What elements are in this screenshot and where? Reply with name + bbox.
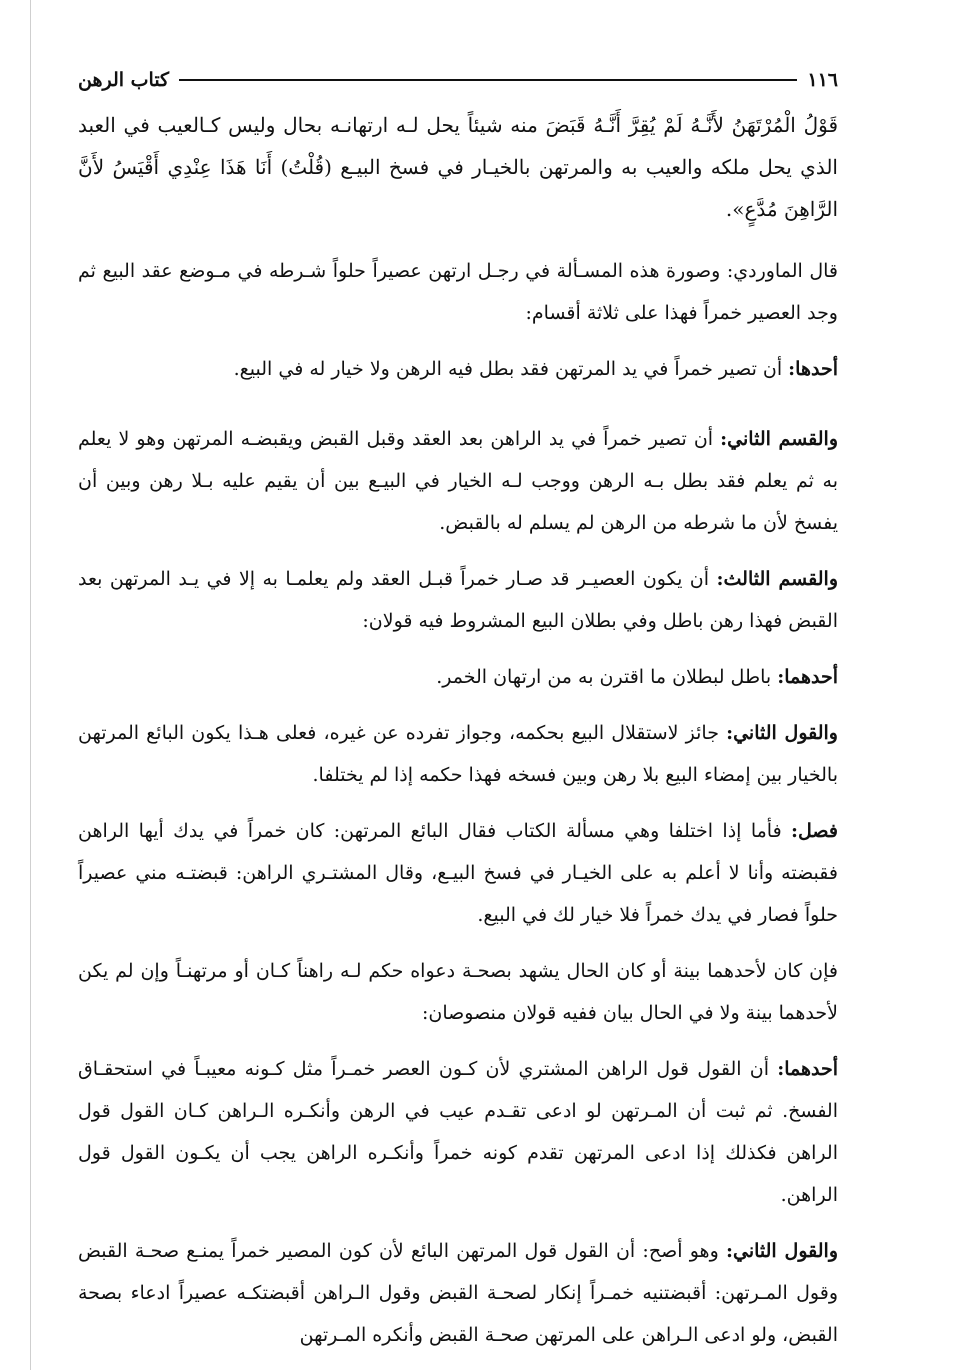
paragraph-lead: أحدهما: <box>777 1058 838 1080</box>
paragraph-lead: فصل: <box>791 820 838 842</box>
spacer <box>78 404 838 418</box>
text-body <box>78 104 838 1356</box>
paragraph-first-opinion <box>78 656 838 698</box>
paragraph-first-case <box>78 348 838 390</box>
paragraph-text: قَوْلُ الْمُرْتَهَنُ لأَنَّـهُ لَمْ يُقِرَّ أَنَّـهُ قَبَضَ منه شيئاً يحل لـه ارتهانـه بحال وليس كـالعيب في العبد الذي يحل ملكه والعيب به والمرتهن بالخيـار في فسخ البيـع (قُلْتُ) أَنَا هَذَا عِنْدِي أَقْيَسُ لأَنَّ الرَّاهِنَ مُدَّعٍ». <box>78 113 838 221</box>
paragraph-evidence <box>78 950 838 1034</box>
paragraph-text: جائز لاستقلال البيع بحكمه، وجواز تفرده عن غيره، فعلى هـذا يكون البائع المرتهن بالخيار بين إمضاء البيع بلا رهن وبين فسخه فهذا حكمه إذا لم يختلفا. <box>78 722 838 786</box>
paragraph-lead: أحدهما: <box>777 666 838 688</box>
paragraph-lead: والقسم الثاني: <box>720 428 838 450</box>
paragraph-text: أن تصير خمراً في يد المرتهن فقد بطل فيه الرهن ولا خيار له في البيع. <box>233 358 789 380</box>
paragraph-lead: والقول الثاني: <box>725 1240 838 1262</box>
paragraph-mawardi <box>78 250 838 334</box>
paragraph-text: فأما إذا اختلفا وهي مسألة الكتاب فقال البائع المرتهن: كان خمراً في يدك أيها الراهن فقبضته وأنا لا أعلم به على الخيـار في فسخ البيـع، وقال المشتـري الراهن: قبضتـه مني عصيراً حلواً فصار في يدك خمراً فلا خيار لك في البيع. <box>78 820 838 926</box>
paragraph-quoted-text <box>78 104 838 230</box>
paragraph-section <box>78 810 838 936</box>
paragraph-lead: والقول الثاني: <box>726 722 838 744</box>
paragraph-text: أن يكون العصيـر قد صـار خمراً قبـل العقد ولم يعلمـا به إلا في يـد المرتهن بعد القبض فهذا رهن باطل وفي بطلان البيع المشروط فيه قولان: <box>78 568 838 632</box>
paragraph-lead: والقسم الثالث: <box>716 568 838 590</box>
paragraph-second-case <box>78 418 838 544</box>
header-rule <box>179 79 797 81</box>
paragraph-text: فإن كان لأحدهما بينة أو كان الحال يشهد بصحـة دعواه حكم لـه راهناً كـان أو مرتهنـاً وإن لم يكن لأحدهما بينة ولا في الحال بيان ففيه قولان منصوصان: <box>78 960 838 1024</box>
page-number: ١١٦ <box>807 69 838 91</box>
paragraph-lead: أحدها: <box>788 358 838 380</box>
running-header <box>78 62 838 98</box>
paragraph-second-stated-opinion <box>78 1230 838 1356</box>
paragraph-second-opinion <box>78 712 838 796</box>
paragraph-text: باطل لبطلان ما اقترن به من ارتهان الخمر. <box>436 666 778 688</box>
paragraph-text: قال الماوردي: وصورة هذه المسـألة في رجـل ارتهن عصيراً حلواً شـرطه في مـوضع عقد البيع ثم وجد العصير خمراً فهذا على ثلاثة أقسام: <box>78 260 838 324</box>
book-title: كتاب الرهن <box>78 69 170 91</box>
scan-page-edge <box>30 0 31 1370</box>
paragraph-third-case <box>78 558 838 642</box>
paragraph-first-stated-opinion <box>78 1048 838 1216</box>
paragraph-text: أن القول قول الراهن المشتري لأن كـون العصر خمـراً مثل كـونه معيبـاً في استحقـاق الفسخ. ثم ثبت أن المـرتهن لو ادعى تقـدم عيب في الرهن وأنكـره الـراهن كـان القول قول الراهن فكذلك إذا ادعى المرتهن تقدم كونه خمراً وأنكـره الراهن يجب أن يكـون القول قول الراهن. <box>78 1058 838 1206</box>
paragraph-text: وهو أصح: أن القول قول المرتهن البائع لأن كون المصير خمراً يمنـع صحـة القبض وقول المـرتهن: أقبضتنيه خمـراً إنكار لصحـة القبض وقول الـراهن أقبضتكـه عصيراً ادعاء بصحة القبض، ولو ادعى الـراهن على المرتهن صحـة القبض وأنكره المـرتهن <box>78 1240 838 1346</box>
book-page <box>78 62 838 1370</box>
paragraph-text: أن تصير خمراً في يد الراهن بعد العقد وقبل القبض ويقبضـه المرتهن وهو لا يعلم به ثم يعلم فقد بطل بـه الرهن ووجب لـه الخيار في البيـع بين أن يقيم عليه بـلا رهن وبين أن يفسخ لأن ما شرطه من الرهن لم يسلم له بالقبض. <box>78 428 838 534</box>
